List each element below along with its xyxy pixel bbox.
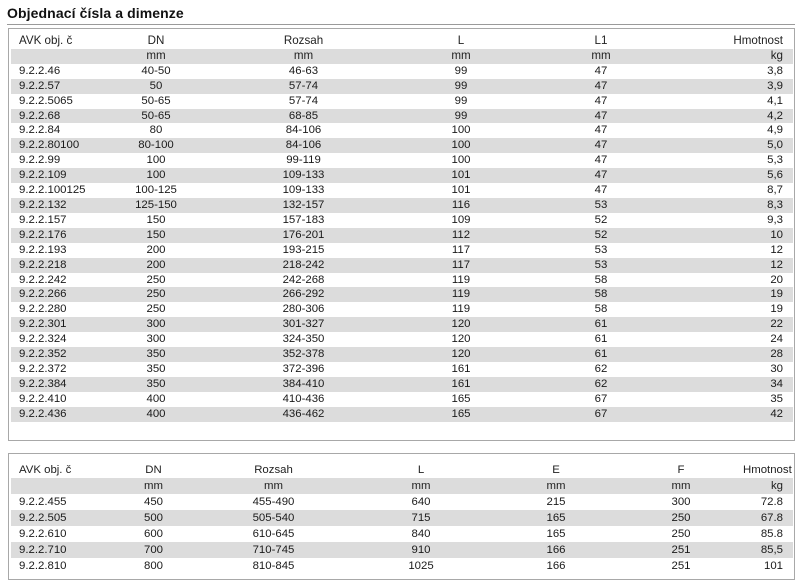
title-divider	[7, 24, 795, 25]
table-cell: 250	[671, 528, 691, 540]
table-cell: 9.2.2.242	[19, 273, 67, 286]
table-cell: 840	[411, 528, 431, 540]
table-cell: 85.8	[760, 528, 783, 540]
table-cell: 100	[111, 168, 201, 183]
table-cell: 100	[451, 154, 471, 167]
table-cell: kg	[686, 49, 793, 64]
table-row	[11, 558, 793, 574]
table-cell: 30	[770, 362, 783, 375]
table-cell: 150	[146, 213, 166, 226]
table-cell: 251	[671, 560, 691, 572]
table-row	[11, 213, 793, 228]
table-cell: 85,5	[741, 542, 793, 558]
table-cell: 9.2.2.324	[19, 333, 67, 346]
large-dimensions-table-panel	[8, 453, 795, 580]
table-cell: 50	[111, 79, 201, 94]
table-cell: 47	[516, 109, 686, 124]
table-cell: 109-133	[201, 168, 406, 183]
table-cell: 67.8	[741, 510, 793, 526]
table-cell: Hmotnost	[733, 34, 783, 47]
table-cell: 47	[516, 138, 686, 153]
table-cell: 46-63	[288, 64, 319, 77]
table-cell: 161	[451, 362, 471, 375]
table-cell: 19	[770, 303, 783, 316]
table-cell: 101	[451, 184, 471, 197]
table-cell: 52	[516, 228, 686, 243]
table-cell: 12	[686, 258, 793, 273]
table-cell: 9.2.2.84	[19, 124, 61, 137]
table-cell: 640	[411, 496, 431, 508]
table-cell: 4,2	[686, 109, 793, 124]
table-cell: 9.2.2.80100	[11, 138, 111, 153]
table-cell: 9.2.2.301	[11, 317, 111, 332]
table-cell: mm	[516, 49, 686, 64]
table-cell: 400	[146, 392, 166, 405]
table-cell: 109	[451, 213, 471, 226]
table-cell: 10	[686, 228, 793, 243]
table-cell: 47	[594, 94, 608, 107]
table-row	[11, 273, 793, 288]
table-cell: 67	[594, 392, 608, 405]
table-cell: 165	[406, 407, 516, 422]
table-cell: 352-378	[201, 347, 406, 362]
table-cell: 372-396	[282, 362, 325, 375]
table-cell: 165	[451, 392, 471, 405]
table-cell: 9.2.2.5065	[19, 94, 73, 107]
table-cell: Rozsah	[283, 34, 324, 47]
table-cell	[11, 49, 111, 64]
table-row	[11, 362, 793, 377]
table-cell: 120	[406, 347, 516, 362]
table-cell: 9.2.2.455	[19, 496, 67, 508]
table-row	[11, 542, 793, 558]
table-cell: 715	[351, 510, 491, 526]
table-cell: 5,0	[686, 138, 793, 153]
table-cell: 9.2.2.352	[11, 347, 111, 362]
table-cell: 250	[621, 510, 741, 526]
table-cell: 58	[594, 303, 608, 316]
table-cell	[11, 478, 111, 494]
table-row	[11, 317, 793, 332]
table-cell: 5,6	[686, 168, 793, 183]
table-cell: 125-150	[111, 198, 201, 213]
table-cell: 500	[111, 510, 196, 526]
table-cell: 165	[546, 528, 566, 540]
table-cell: 250	[111, 287, 201, 302]
table-cell: 9.2.2.372	[19, 362, 67, 375]
table-cell: 165	[491, 510, 621, 526]
table-row	[11, 302, 793, 317]
table-row	[11, 377, 793, 392]
table-row	[11, 407, 793, 422]
table-cell: 300	[111, 317, 201, 332]
table-cell: 62	[594, 362, 608, 375]
table-row	[11, 392, 793, 407]
table-row	[11, 123, 793, 138]
table-cell: 62	[516, 377, 686, 392]
table-cell: F	[677, 464, 685, 476]
table-cell: 61	[594, 333, 608, 346]
table-cell: AVK obj. č	[19, 464, 72, 476]
table-cell: 161	[406, 377, 516, 392]
table-row	[11, 347, 793, 362]
table-cell: 99	[406, 79, 516, 94]
table-cell: 3,9	[686, 79, 793, 94]
table-cell: mm	[201, 49, 406, 64]
table-cell: 9.2.2.280	[19, 303, 67, 316]
table-cell: 57-74	[201, 79, 406, 94]
table-cell: mm	[111, 49, 201, 64]
table-cell: 117	[451, 243, 471, 256]
table-cell: 9,3	[767, 213, 783, 226]
table-header-row	[11, 462, 793, 478]
table-cell: 132-157	[201, 198, 406, 213]
table-cell: 53	[516, 198, 686, 213]
table-cell: 101	[763, 560, 783, 572]
table-cell: 910	[351, 542, 491, 558]
table-cell: L	[457, 34, 465, 47]
table-cell: mm	[621, 478, 741, 494]
table-cell: 24	[770, 333, 783, 346]
table-cell: 9.2.2.410	[19, 392, 67, 405]
table-cell: 99-119	[286, 154, 321, 167]
table-cell: 99	[454, 94, 468, 107]
table-row	[11, 168, 793, 183]
table-cell: 47	[516, 79, 686, 94]
table-cell: 34	[686, 377, 793, 392]
table-cell: 47	[594, 154, 608, 167]
table-cell: 67	[516, 407, 686, 422]
table-cell: 810-845	[252, 560, 295, 572]
table-cell: 250	[146, 273, 166, 286]
table-row	[11, 64, 793, 79]
table-cell: 3,8	[767, 64, 783, 77]
table-cell: E	[552, 464, 560, 476]
table-row	[11, 332, 793, 347]
table-cell: 61	[516, 347, 686, 362]
table-cell: 119	[406, 287, 516, 302]
table-cell: 700	[111, 542, 196, 558]
table-cell: 58	[516, 287, 686, 302]
table-cell: 99	[406, 109, 516, 124]
table-cell: 9.2.2.100125	[19, 184, 86, 197]
table-cell: mm	[406, 49, 516, 64]
table-cell: 200	[146, 243, 166, 256]
table-cell: 9.2.2.132	[11, 198, 111, 213]
table-row	[11, 287, 793, 302]
table-cell: 47	[594, 64, 608, 77]
table-cell: L	[417, 464, 425, 476]
table-cell: 251	[621, 542, 741, 558]
table-cell: 47	[594, 184, 608, 197]
table-cell: mm	[491, 478, 621, 494]
table-cell: 12	[770, 243, 783, 256]
table-cell: 9.2.2.218	[11, 258, 111, 273]
table-row	[11, 243, 793, 258]
table-cell: 20	[770, 273, 783, 286]
table-cell: 455-490	[252, 496, 295, 508]
table-cell: 9.2.2.176	[11, 228, 111, 243]
page-title: Objednací čísla a dimenze	[7, 5, 184, 21]
table-cell: Hmotnost	[743, 464, 792, 476]
table-cell: 9.2.2.384	[11, 377, 111, 392]
table-cell: 116	[406, 198, 516, 213]
table-cell: 120	[451, 333, 471, 346]
table-cell: mm	[351, 478, 491, 494]
table-cell: 40-50	[141, 64, 171, 77]
table-cell: 9.2.2.610	[19, 528, 67, 540]
table-cell: 9.2.2.157	[19, 213, 67, 226]
table-cell: 610-645	[252, 528, 295, 540]
table-cell: 300	[671, 496, 691, 508]
table-cell: 280-306	[282, 303, 325, 316]
table-cell: 266-292	[201, 287, 406, 302]
table-header-row	[11, 34, 793, 49]
table-cell: 58	[594, 273, 608, 286]
table-cell: 157-183	[282, 213, 325, 226]
table-row	[11, 258, 793, 273]
table-cell: 450	[143, 496, 163, 508]
table-cell: 166	[546, 560, 566, 572]
table-cell: 35	[770, 392, 783, 405]
table-cell: 324-350	[282, 333, 325, 346]
table-cell: 9.2.2.710	[11, 542, 111, 558]
table-cell: 53	[594, 243, 608, 256]
table-row	[11, 79, 793, 94]
table-cell: 100-125	[135, 184, 177, 197]
table-cell: 100	[451, 124, 471, 137]
table-cell: 84-106	[285, 124, 322, 137]
table-cell: 8,3	[686, 198, 793, 213]
order-numbers-table	[11, 34, 793, 422]
table-cell: L1	[594, 34, 608, 47]
table-cell: 350	[111, 347, 201, 362]
table-cell: 9.2.2.46	[19, 64, 61, 77]
table-cell: 193-215	[282, 243, 325, 256]
table-cell: 42	[686, 407, 793, 422]
table-cell: 47	[594, 124, 608, 137]
table-cell: 710-745	[196, 542, 351, 558]
table-cell: 50-65	[111, 109, 201, 124]
table-cell: 52	[594, 213, 608, 226]
table-cell: 117	[406, 258, 516, 273]
table-cell: 53	[516, 258, 686, 273]
table-row	[11, 228, 793, 243]
table-cell: 436-462	[201, 407, 406, 422]
table-cell: 112	[406, 228, 516, 243]
table-units-row	[11, 478, 793, 494]
table-cell: 176-201	[201, 228, 406, 243]
table-cell: 50-65	[141, 94, 171, 107]
table-row	[11, 198, 793, 213]
table-cell: 300	[146, 333, 166, 346]
table-cell: 9.2.2.109	[11, 168, 111, 183]
table-row	[11, 494, 793, 510]
table-cell: 150	[111, 228, 201, 243]
table-cell: 9.2.2.57	[11, 79, 111, 94]
table-cell: 9.2.2.193	[19, 243, 67, 256]
table-cell: 200	[111, 258, 201, 273]
table-cell: AVK obj. č	[19, 34, 73, 47]
table-cell: 80-100	[111, 138, 201, 153]
table-cell: 109-133	[282, 184, 325, 197]
table-cell: 4,9	[767, 124, 783, 137]
table-cell: 100	[406, 138, 516, 153]
table-cell: 72.8	[760, 496, 783, 508]
table-cell: 600	[143, 528, 163, 540]
table-cell: 9.2.2.266	[11, 287, 111, 302]
table-cell: 101	[406, 168, 516, 183]
table-cell: 218-242	[201, 258, 406, 273]
table-cell: 800	[143, 560, 163, 572]
table-cell: 9.2.2.436	[11, 407, 111, 422]
table-cell: 242-268	[282, 273, 325, 286]
table-cell: 166	[491, 542, 621, 558]
table-cell: mm	[196, 478, 351, 494]
table-cell: 9.2.2.810	[19, 560, 67, 572]
table-cell: 400	[111, 407, 201, 422]
table-cell: 119	[451, 303, 471, 316]
table-cell: 57-74	[288, 94, 319, 107]
table-cell: 410-436	[282, 392, 325, 405]
table-cell: 5,3	[767, 154, 783, 167]
table-cell: 350	[111, 377, 201, 392]
table-cell: 120	[406, 317, 516, 332]
table-cell: 119	[451, 273, 471, 286]
table-cell: 4,1	[767, 94, 783, 107]
table-cell: 68-85	[201, 109, 406, 124]
table-row	[11, 510, 793, 526]
table-cell: 350	[146, 362, 166, 375]
table-cell: 99	[454, 64, 468, 77]
table-row	[11, 526, 793, 542]
table-cell: 19	[686, 287, 793, 302]
table-cell: 9.2.2.99	[19, 154, 61, 167]
table-cell: 22	[686, 317, 793, 332]
table-cell: 61	[516, 317, 686, 332]
table-cell: Rozsah	[254, 464, 293, 476]
table-row	[11, 94, 793, 109]
table-cell: kg	[741, 478, 793, 494]
table-cell: 100	[146, 154, 166, 167]
table-row	[11, 109, 793, 124]
table-cell: 80	[149, 124, 163, 137]
order-numbers-table-panel	[8, 28, 795, 441]
table-cell: DN	[147, 34, 165, 47]
table-cell: mm	[111, 478, 196, 494]
table-cell: 215	[546, 496, 566, 508]
table-cell: 301-327	[201, 317, 406, 332]
table-units-row	[11, 49, 793, 64]
table-cell: 8,7	[767, 184, 783, 197]
table-row	[11, 183, 793, 198]
table-cell: 250	[146, 303, 166, 316]
table-cell: DN	[145, 464, 162, 476]
table-cell: 9.2.2.505	[11, 510, 111, 526]
table-row	[11, 138, 793, 153]
table-cell: 9.2.2.68	[11, 109, 111, 124]
table-cell: 28	[686, 347, 793, 362]
table-cell: 47	[516, 168, 686, 183]
large-dimensions-table	[11, 462, 793, 574]
table-cell: 505-540	[196, 510, 351, 526]
table-cell: 1025	[408, 560, 434, 572]
table-row	[11, 153, 793, 168]
table-cell: 84-106	[201, 138, 406, 153]
table-cell: 384-410	[201, 377, 406, 392]
